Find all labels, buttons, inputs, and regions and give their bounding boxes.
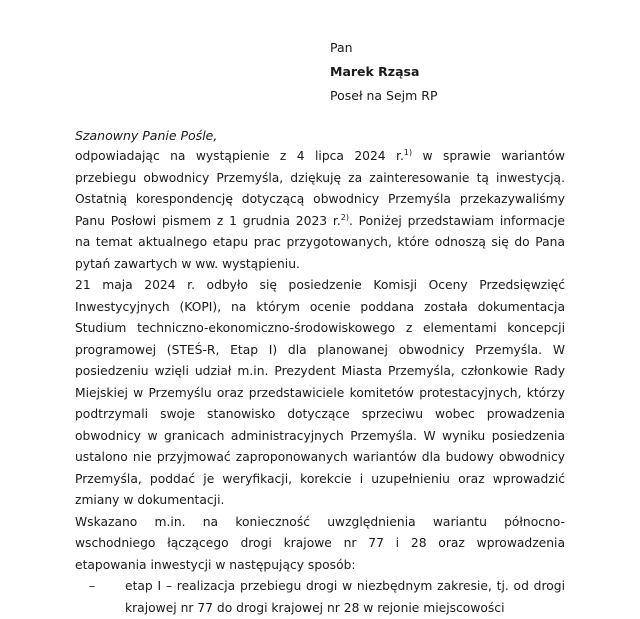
list-item (75, 576, 565, 619)
paragraph-1 (75, 146, 565, 275)
paragraph-3: Wskazano m.in. na konieczność uwzględnienia wariantu północno-wschodniego łączącego drogi krajowe nr 77 i 28 oraz wprowadzenia etapowania inwestycji w następujący sposób: (75, 514, 565, 572)
letter-body (75, 146, 565, 619)
list-dash: – (89, 579, 96, 593)
list-item-text: etap I – realizacja przebiegu drogi w niezbędnym zakresie, tj. od drogi krajowej nr 77 do drogi krajowej nr 28 w rejonie miejscowości (125, 579, 565, 615)
footnote-ref-2: 2) (340, 212, 349, 222)
addressee-block (330, 36, 438, 108)
salutation: Szanowny Panie Pośle, (75, 128, 218, 143)
paragraph-2: 21 maja 2024 r. odbyło się posiedzenie Komisji Oceny Przedsięwzięć Inwestycyjnych (KOPI), na którym ocenie poddana została dokumentacja Studium techniczno-ekonomiczno-środowiskowego z elementami koncepcji programowej (STEŚ-R, Etap I) dla planowanej obwodnicy Przemyśla. W posiedzeniu wzięli udział m.in. Prezydent Miasta Przemyśla, członkowie Rady Miejskiej w Przemyślu oraz przedstawiciele komitetów protestacyjnych, którzy podtrzymali swoje stanowisko dotyczące sprzeciwu wobec prowadzenia obwodnicy w granicach administracyjnych Przemyśla. W wyniku posiedzenia ustalono nie przyjmować zaproponowanych wariantów dla budowy obwodnicy Przemyśla, poddać je weryfikacji, korekcie i uzupełnieniu oraz wprowadzić zmiany w dokumentacji. (75, 278, 565, 507)
addressee-title: Pan (330, 40, 353, 55)
paragraph-1-part2: w sprawie wariantów przebiegu obwodnicy Przemyśla, dziękuję za zainteresowanie tą inwestycją. Ostatnią korespondencję dotyczącą obwodnicy Przemyśla przekazywaliśmy Panu Posłowi pismem z 1 grudnia 2023 r. (75, 149, 565, 228)
addressee-name: Marek Rząsa (330, 64, 420, 79)
footnote-ref-1: 1) (403, 147, 413, 157)
addressee-position: Poseł na Sejm RP (330, 88, 438, 103)
paragraph-1-part3: . Poniżej przedstawiam informacje na temat aktualnego etapu prac przygotowanych, które odnoszą się do Pana pytań zawartych w ww. wystąpieniu. (75, 213, 565, 271)
paragraph-1-part1: odpowiadając na wystąpienie z 4 lipca 2024 r. (75, 149, 404, 163)
